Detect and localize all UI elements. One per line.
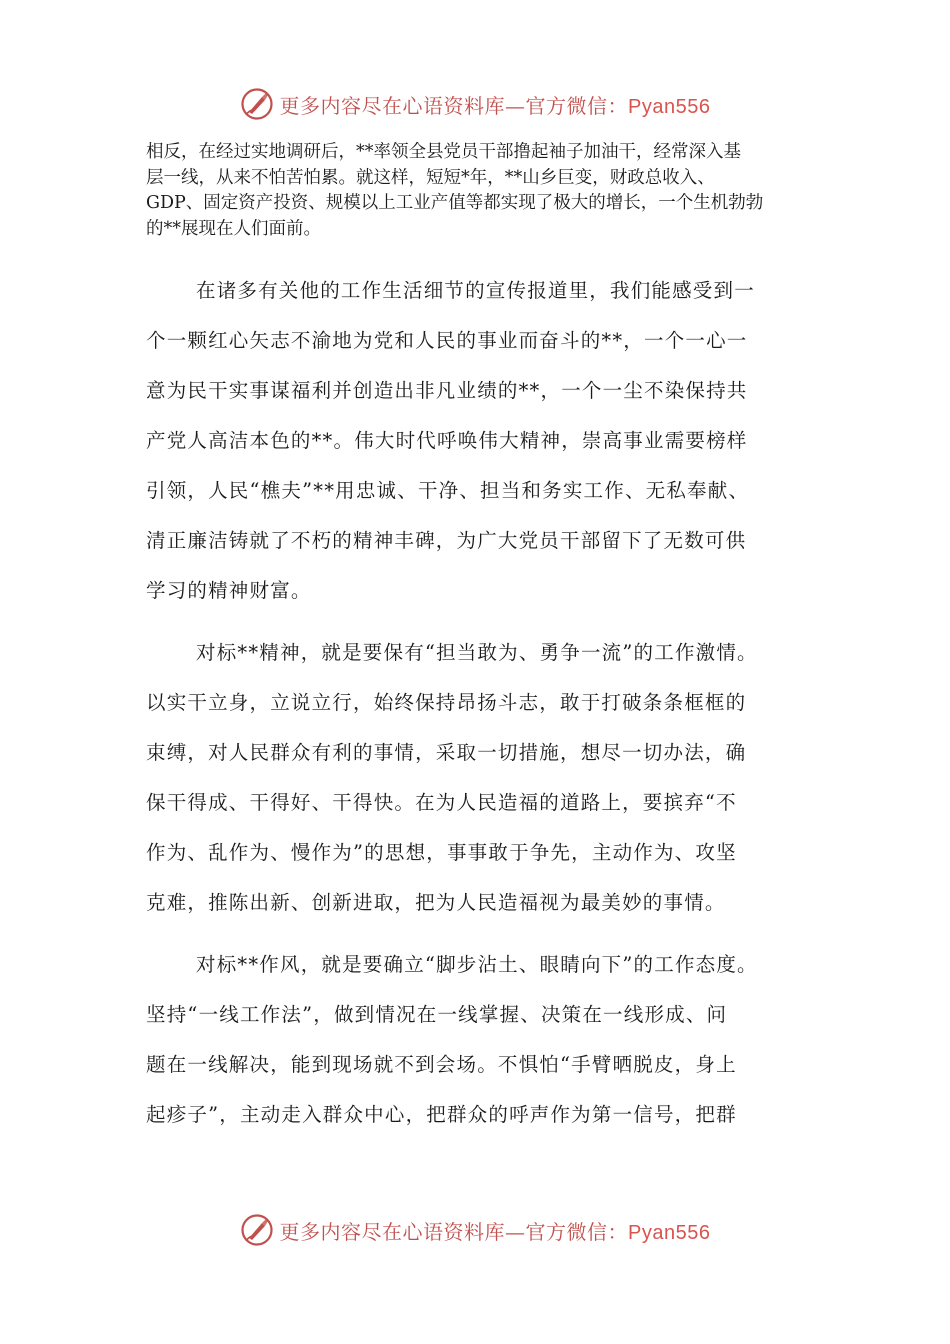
header-banner xyxy=(0,84,950,124)
paragraph-line: 产党人高洁本色的**。伟大时代呼唤伟大精神，崇高事业需要榜样 xyxy=(146,429,748,452)
pen-logo-icon xyxy=(240,1213,274,1247)
footer-banner-brand: Pyan556 xyxy=(628,1221,711,1244)
paragraph-line: 清正廉洁铸就了不朽的精神丰碑，为广大党员干部留下了无数可供 xyxy=(146,529,747,552)
paragraph-line: 个一颗红心矢志不渝地为党和人民的事业而奋斗的**，一个一心一 xyxy=(146,329,748,352)
paragraph-line: 题在一线解决，能到现场就不到会场。不惧怕“手臂晒脱皮，身上 xyxy=(146,1053,737,1076)
paragraph-2 xyxy=(146,266,816,616)
footer-banner-text: 更多内容尽在心语资料库—官方微信：Pyan556 xyxy=(279,1219,711,1244)
document-body xyxy=(146,140,816,1140)
paragraph-line: 对标**精神，就是要保有“担当敢为、勇争一流”的工作激情。 xyxy=(196,641,758,664)
header-banner-brand: Pyan556 xyxy=(628,95,711,118)
paragraph-line: 坚持“一线工作法”，做到情况在一线掌握、决策在一线形成、问 xyxy=(146,1003,728,1026)
pen-logo-icon xyxy=(240,87,274,121)
paragraph-line: 引领，人民“樵夫”**用忠诚、干净、担当和务实工作、无私奉献、 xyxy=(146,479,750,502)
paragraph-line: 起疹子”，主动走入群众中心，把群众的呼声作为第一信号，把群 xyxy=(146,1103,737,1126)
paragraph-3 xyxy=(146,628,816,928)
paragraph-line: 作为、乱作为、慢作为”的思想，事事敢于争先，主动作为、攻坚 xyxy=(146,841,737,864)
paragraph-line: GDP、固定资产投资、规模以上工业产值等都实现了极大的增长，一个生机勃勃 xyxy=(146,193,764,213)
footer-banner xyxy=(0,1210,950,1250)
paragraph-line: 对标**作风，就是要确立“脚步沾土、眼睛向下”的工作态度。 xyxy=(196,953,758,976)
paragraph-line: 在诸多有关他的工作生活细节的宣传报道里，我们能感受到一 xyxy=(196,279,755,302)
paragraph-line: 层一线，从来不怕苦怕累。就这样，短短*年，**山乡巨变，财政总收入、 xyxy=(146,167,715,188)
paragraph-line: 以实干立身，立说立行，始终保持昂扬斗志，敢于打破条条框框的 xyxy=(146,691,747,714)
paragraph-line: 克难，推陈出新、创新进取，把为人民造福视为最美妙的事情。 xyxy=(146,891,726,914)
paragraph-line: 的**展现在人们面前。 xyxy=(146,218,321,239)
header-banner-text: 更多内容尽在心语资料库—官方微信：Pyan556 xyxy=(279,93,711,118)
paragraph-line: 保干得成、干得好、干得快。在为人民造福的道路上，要摈弃“不 xyxy=(146,791,737,814)
paragraph-4 xyxy=(146,940,816,1140)
paragraph-line: 学习的精神财富。 xyxy=(146,579,312,602)
paragraph-line: 相反，在经过实地调研后，**率领全县党员干部撸起袖子加油干，经常深入基 xyxy=(146,142,741,162)
paragraph-1 xyxy=(146,140,816,242)
paragraph-line: 意为民干实事谋福利并创造出非凡业绩的**，一个一尘不染保持共 xyxy=(146,379,748,402)
paragraph-line: 束缚，对人民群众有利的事情，采取一切措施，想尽一切办法，确 xyxy=(146,741,747,764)
